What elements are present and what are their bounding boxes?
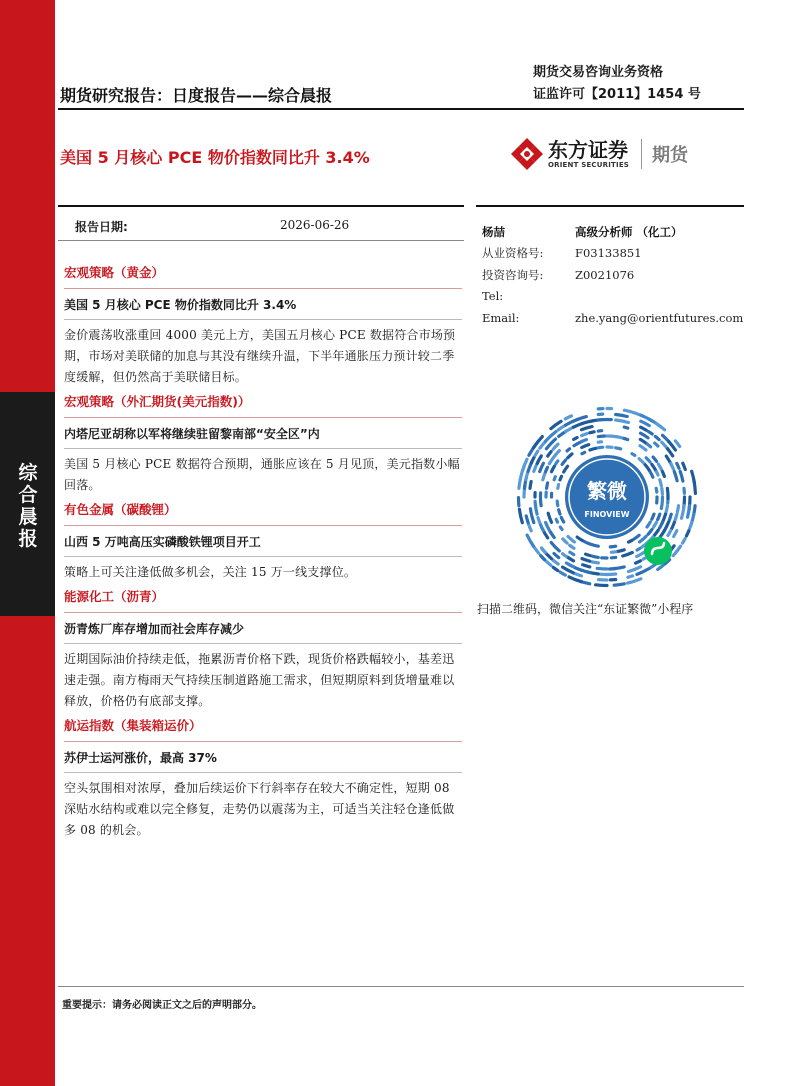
orient-securities-logo-icon xyxy=(510,137,544,171)
qr-dot xyxy=(640,536,647,542)
analyst-title: 高级分析师 （化工） xyxy=(575,224,683,239)
qr-dot xyxy=(573,417,586,422)
qr-dot xyxy=(558,485,559,489)
qr-dot xyxy=(623,553,633,557)
qr-dot xyxy=(590,432,594,433)
mini-program-qr-code[interactable] xyxy=(512,402,702,592)
qr-dot xyxy=(569,577,581,582)
qr-dot xyxy=(629,540,633,542)
qr-dot xyxy=(582,440,587,442)
qr-dot xyxy=(647,522,650,527)
qr-dot xyxy=(663,472,665,477)
cert-value: F03133851 xyxy=(575,246,642,261)
side-tab-label xyxy=(16,462,40,550)
qr-dot xyxy=(553,560,558,564)
qr-dot xyxy=(617,550,624,552)
logo-name-en: ORIENT SECURITIES xyxy=(548,161,630,169)
qr-dot xyxy=(554,477,555,480)
qr-dot xyxy=(570,552,574,554)
qr-dot xyxy=(542,548,546,553)
qr-dot xyxy=(551,543,559,551)
qr-dot xyxy=(552,466,555,472)
qualification-line: 期货交易咨询业务资格 xyxy=(533,65,664,80)
qr-dot xyxy=(614,584,624,585)
qr-dot xyxy=(546,467,548,471)
qr-dot xyxy=(582,452,585,453)
section-body: 美国 5 月核心 PCE 数据符合预期，通胀应该在 5 月见顶，美元指数小幅回落。 xyxy=(64,457,460,492)
qr-dot xyxy=(531,457,534,463)
section-heading: 能源化工（沥青） xyxy=(64,587,462,613)
side-tab-char: 报 xyxy=(18,528,38,550)
qr-dot xyxy=(541,556,545,560)
qr-dot xyxy=(669,514,671,522)
qr-dot xyxy=(655,436,659,439)
qr-dot xyxy=(658,464,662,471)
qr-dot xyxy=(540,524,543,531)
qr-dot xyxy=(640,446,646,450)
qr-dot xyxy=(639,459,645,464)
side-tab-char: 合 xyxy=(18,484,38,506)
qr-dot xyxy=(567,449,570,451)
section-body: 策略上可关注逢低做多机会，关注 15 万一线支撑位。 xyxy=(64,565,357,579)
section-body: 近期国际油价持续走低，拖累沥青价格下跌，现货价格跌幅较小，基差迅速走强。南方梅雨天气持续压制道路施工需求，但短期原料到货增量难以释放，价格仍有底部支撑。 xyxy=(64,652,455,708)
qr-dot xyxy=(553,567,558,570)
qr-caption: 扫描二维码，微信关注“东证繁微”小程序 xyxy=(477,602,694,616)
section-divider xyxy=(64,643,462,644)
qr-dot xyxy=(610,569,616,570)
qr-dot xyxy=(654,522,657,527)
consult-label: 投资咨询号: xyxy=(482,267,544,282)
qr-dot xyxy=(611,552,615,553)
qr-dot xyxy=(632,454,635,456)
qr-dot xyxy=(522,459,527,471)
qr-dot xyxy=(637,569,649,575)
qr-dot xyxy=(548,452,551,457)
header-divider xyxy=(58,108,744,110)
disclaimer-note: 重要提示：请务必阅读正文之后的声明部分。 xyxy=(62,1000,262,1011)
qr-dot xyxy=(527,535,533,546)
section-lithium xyxy=(64,500,462,583)
report-date-value: 2026-06-26 xyxy=(280,218,350,232)
news-sections xyxy=(64,263,462,845)
report-date-label: 报告日期: xyxy=(75,220,128,234)
section-subheading: 内塔尼亚胡称以军将继续驻留黎南部“安全区”内 xyxy=(64,427,320,441)
section-divider xyxy=(64,556,462,557)
qr-dot xyxy=(553,444,558,449)
section-heading: 宏观策略（外汇期货(美元指数)） xyxy=(64,392,462,418)
qr-dot xyxy=(656,488,657,492)
qr-dot xyxy=(683,463,686,469)
qr-dot xyxy=(655,443,658,446)
qr-dot xyxy=(641,421,650,425)
qr-dot xyxy=(641,433,649,438)
qr-dot xyxy=(530,509,531,514)
qr-dot xyxy=(556,519,557,522)
tel-label: Tel: xyxy=(482,289,504,304)
qr-dot xyxy=(550,531,554,538)
qr-dot xyxy=(628,579,641,583)
company-logo xyxy=(510,137,688,171)
qr-dot xyxy=(563,539,567,543)
qr-dot xyxy=(582,427,593,430)
qr-dot xyxy=(641,427,647,430)
qr-dot xyxy=(675,514,677,522)
qr-dot xyxy=(624,439,628,440)
qr-dot xyxy=(671,464,674,470)
analyst-name: 杨喆 xyxy=(482,224,505,239)
qr-dot xyxy=(563,567,574,573)
section-divider xyxy=(64,772,462,773)
qr-dot xyxy=(648,444,651,447)
qr-dot xyxy=(694,480,696,494)
qr-dot xyxy=(636,561,641,563)
qr-dot xyxy=(682,506,685,519)
qr-dot xyxy=(675,441,679,447)
section-divider xyxy=(64,448,462,449)
section-subheading: 山西 5 万吨高压实磷酸铁锂项目开工 xyxy=(64,535,261,549)
qr-dot xyxy=(662,488,663,494)
section-shipping xyxy=(64,716,462,841)
consult-value: Z0021076 xyxy=(575,267,635,282)
qr-dot xyxy=(577,537,582,540)
qr-dot xyxy=(596,585,607,586)
analyst-cert-row xyxy=(482,243,744,265)
qr-dot xyxy=(634,535,639,539)
qr-dot xyxy=(654,530,658,536)
qr-dot xyxy=(674,531,677,537)
section-subheading: 美国 5 月核心 PCE 物价指数同比升 3.4% xyxy=(64,298,297,312)
qr-dot xyxy=(547,483,548,488)
section-subheading: 苏伊士运河涨价，最高 37% xyxy=(64,751,217,765)
logo-suffix: 期货 xyxy=(652,145,689,166)
qr-dot xyxy=(538,518,540,523)
qr-dot xyxy=(537,456,541,464)
logo-divider xyxy=(641,139,642,169)
mini-program-icon xyxy=(644,537,672,565)
qr-dot xyxy=(554,554,559,558)
qr-dot xyxy=(610,546,615,547)
email-link[interactable]: zhe.yang@orientfutures.com xyxy=(575,310,744,325)
qr-dot xyxy=(526,516,528,523)
qr-dot xyxy=(562,460,566,464)
qr-dot xyxy=(583,565,590,567)
section-usd-index xyxy=(64,392,462,496)
qr-dot xyxy=(554,451,559,457)
qr-center-sub: FINOVIEW xyxy=(584,510,630,519)
section-gold xyxy=(64,263,462,388)
qr-dot xyxy=(598,436,605,437)
qr-dot xyxy=(535,451,538,455)
qr-dot xyxy=(616,420,629,423)
qr-dot xyxy=(616,415,628,417)
logo-wordmark xyxy=(544,139,629,169)
qr-dot xyxy=(683,539,686,543)
report-title: 期货研究报告：日度报告——综合晨报 xyxy=(60,86,333,105)
qr-dot xyxy=(658,514,660,519)
section-body: 空头氛围相对浓厚，叠加后续运价下行斜率存在较大不确定性，短期 08 深贴水结构或难以完全修复，走势仍以震荡为主，可适当关注轻仓逢低做多 08 的机会。 xyxy=(64,781,455,837)
section-body: 金价震荡收涨重回 4000 美元上方，美国五月核心 PCE 数据符合市场预期，市场对美联储的加息与其没有继续升温，下半年通胀压力预计较二季度缓解，但仍然高于美联储目标。 xyxy=(64,328,456,384)
qr-dot xyxy=(548,513,551,522)
qr-dot xyxy=(680,471,683,481)
qr-dot xyxy=(564,466,568,472)
qr-dot xyxy=(560,476,562,480)
qr-dot xyxy=(559,510,560,514)
qr-dot xyxy=(645,465,650,471)
qr-dot xyxy=(582,541,590,545)
qr-dot xyxy=(660,522,663,528)
qr-dot xyxy=(540,463,544,471)
qr-dot xyxy=(570,545,574,548)
qr-dot xyxy=(653,457,656,461)
qr-dot xyxy=(598,419,611,420)
qr-dot xyxy=(648,431,652,434)
qr-dot xyxy=(658,565,663,569)
qr-dot xyxy=(560,572,565,575)
qr-dot xyxy=(565,416,571,419)
qr-dot xyxy=(669,442,676,451)
date-divider xyxy=(58,240,464,241)
qr-dot xyxy=(541,499,542,506)
qr-dot xyxy=(637,555,641,557)
qr-dot xyxy=(640,439,646,443)
qr-dot xyxy=(656,423,664,429)
qr-dot xyxy=(590,544,598,546)
qr-dot xyxy=(646,458,650,462)
analyst-divider xyxy=(476,205,744,207)
qr-dot xyxy=(592,562,598,563)
qr-dot xyxy=(637,548,640,550)
qr-dot xyxy=(582,434,587,436)
qr-dot xyxy=(532,516,534,523)
qr-dot xyxy=(668,449,673,456)
qr-dot xyxy=(668,531,671,536)
analyst-tel-row xyxy=(482,286,744,308)
qr-dot xyxy=(677,463,679,468)
qr-dot xyxy=(560,527,562,530)
qr-dot xyxy=(686,531,688,536)
qr-dot xyxy=(660,480,662,486)
qr-dot xyxy=(662,497,663,505)
section-heading: 有色金属（碳酸锂） xyxy=(64,500,462,526)
qr-dot xyxy=(677,506,678,512)
qr-dot xyxy=(592,556,599,557)
qr-dot xyxy=(582,559,590,562)
section-divider xyxy=(64,319,462,320)
headline: 美国 5 月核心 PCE 物价指数同比升 3.4% xyxy=(60,148,370,167)
qr-dot xyxy=(628,576,633,577)
qr-dot xyxy=(568,537,574,542)
qr-dot xyxy=(657,472,659,475)
section-asphalt xyxy=(64,587,462,712)
qr-dot xyxy=(598,447,602,448)
qr-dot xyxy=(661,530,665,536)
section-heading: 航运指数（集装箱运价） xyxy=(64,716,462,742)
qr-dot xyxy=(566,563,573,567)
qr-dot xyxy=(616,448,621,449)
qr-dot xyxy=(574,573,582,576)
analyst-name-row xyxy=(482,221,744,243)
qr-dot xyxy=(648,530,652,535)
qr-dot xyxy=(530,482,531,489)
analyst-consult-row xyxy=(482,264,744,286)
qr-dot xyxy=(672,523,675,529)
qr-dot xyxy=(568,454,572,458)
qr-dot xyxy=(674,472,677,481)
qr-dot xyxy=(563,554,567,557)
cert-label: 从业资格号: xyxy=(482,246,544,261)
analyst-info xyxy=(482,221,744,329)
qr-dot xyxy=(540,442,545,448)
qr-dot xyxy=(519,509,522,523)
qr-dot xyxy=(552,439,555,442)
qr-dot xyxy=(556,461,558,464)
footer-divider xyxy=(58,986,744,987)
qr-dot xyxy=(546,523,550,531)
qr-dot xyxy=(652,514,654,519)
qr-dot xyxy=(597,568,607,569)
qr-dot xyxy=(624,427,628,428)
qr-dot xyxy=(552,432,557,436)
logo-name-cn: 东方证券 xyxy=(548,138,628,162)
qr-dot xyxy=(688,506,690,518)
qr-center-text: 繁微 xyxy=(587,479,627,503)
qr-dot xyxy=(667,488,668,498)
qr-dot xyxy=(624,410,630,412)
qr-dot xyxy=(561,517,563,522)
qr-dot xyxy=(649,564,655,568)
email-label: Email: xyxy=(482,310,520,325)
qr-dot xyxy=(590,448,596,450)
qr-dot xyxy=(582,445,589,448)
license-line: 证监许可【2011】1454 号 xyxy=(533,87,701,102)
qr-dot xyxy=(661,506,662,509)
section-heading: 宏观策略（黄金） xyxy=(64,263,462,289)
analyst-email-row xyxy=(482,307,744,329)
qr-dot xyxy=(629,567,641,572)
section-subheading: 沥青炼厂库存增加而社会库存减少 xyxy=(64,622,245,636)
side-tab-char: 综 xyxy=(18,462,38,484)
qr-dot xyxy=(586,554,590,555)
content-divider xyxy=(58,205,464,207)
qr-dot xyxy=(650,472,653,477)
qr-dot xyxy=(528,524,531,531)
qr-dot xyxy=(557,501,558,506)
qr-dot xyxy=(574,438,577,440)
qr-dot xyxy=(567,557,573,561)
qualification xyxy=(533,62,701,106)
side-tab-char: 晨 xyxy=(18,506,38,528)
